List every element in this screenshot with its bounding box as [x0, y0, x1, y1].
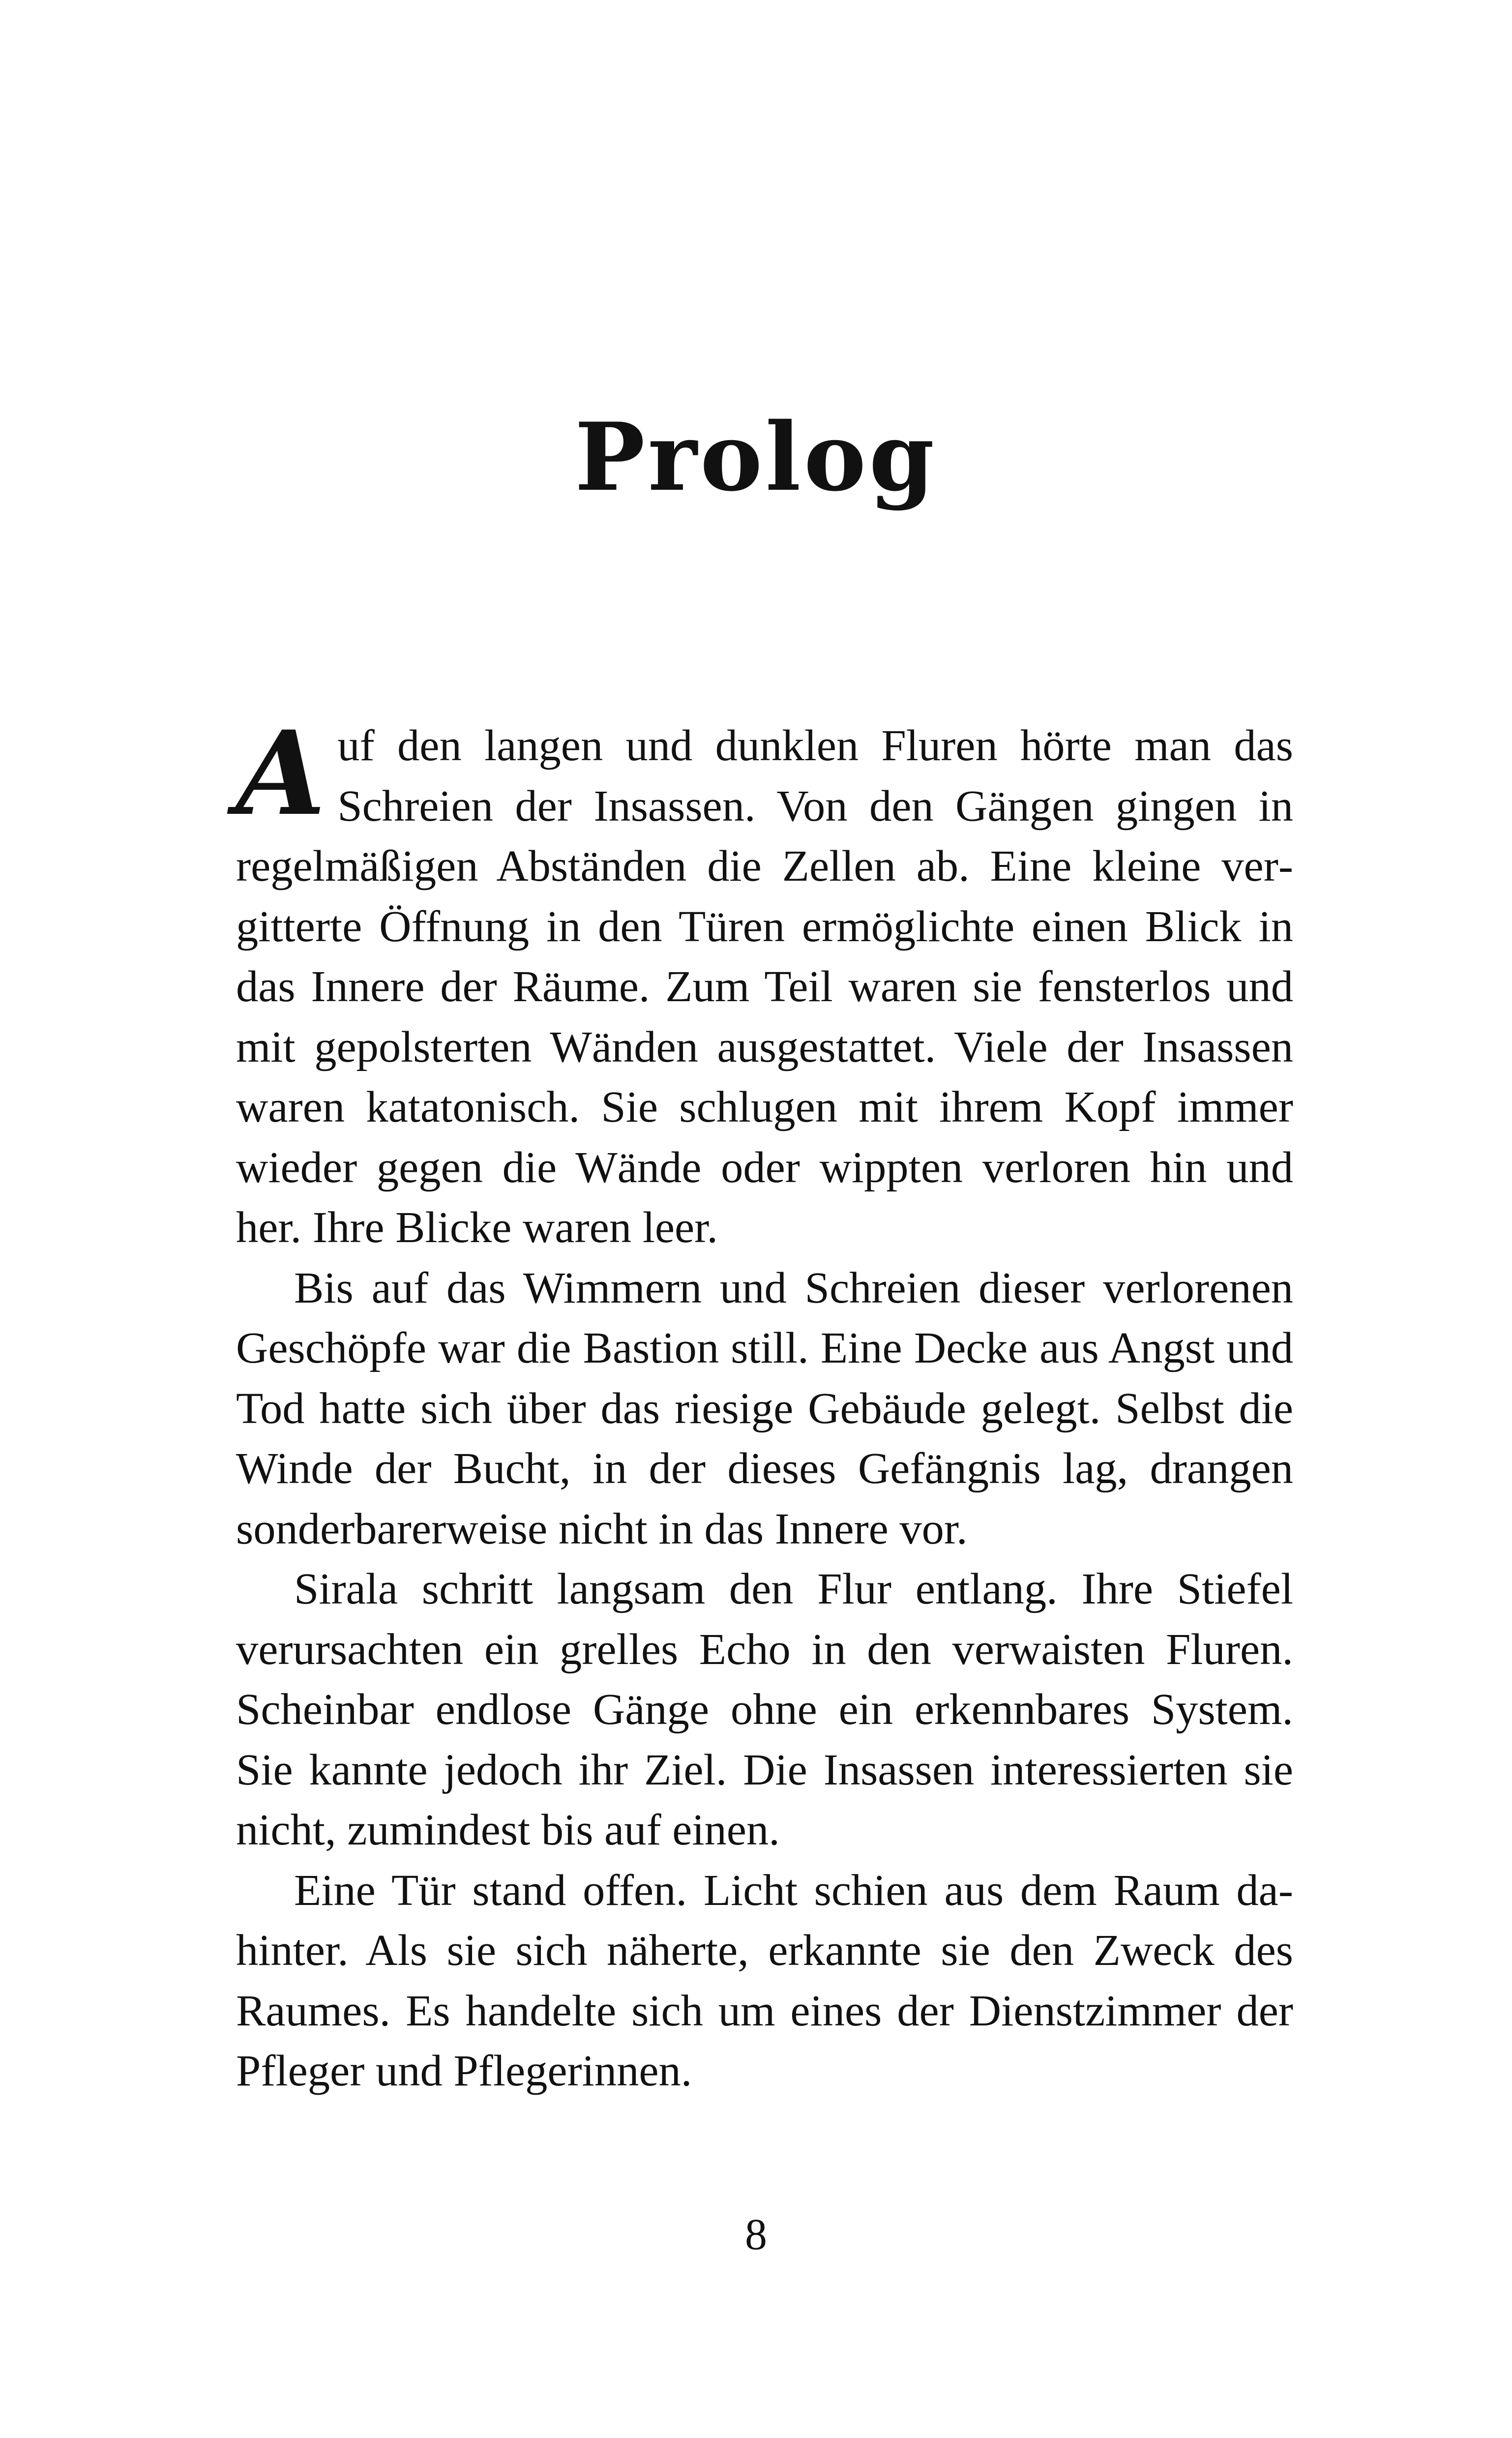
page-number: 8: [745, 2210, 767, 2259]
paragraph-4: Eine Tür stand offen. Licht schien aus dem Raum dahinter. Als sie sich näherte, erkannte sie den Zweck des Raumes. Es handelte sich um eines der Dienstzimmer der Pfleger und Pflegerinnen.: [236, 1865, 1293, 2095]
paragraph-2: Bis auf das Wimmern und Schreien dieser verlorenen Geschöpfe war die Bastion still. Eine Decke aus Angst und Tod hatte sich über das riesige Gebäude gelegt. Selbst die Winde der Bucht, in der dieses Gefängnis lag, drangen sonderbarerweise nicht in das Innere vor.: [236, 1262, 1293, 1553]
paragraph-1-text: uf den langen und dunklen Fluren hörte man das Schreien der Insassen. Von den Gängen gingen in regelmäßigen Abständen die Zellen ab. Eine kleine vergitterte Öffnung in den Türen ermöglichte einen Blick in das Innere der Räume. Zum Teil waren sie fensterlos und mit gepolsterten Wänden ausgestattet. Viele der Insassen waren katatonisch. Sie schlugen mit ihrem Kopf immer wieder gegen die Wände oder wippten verloren hin und her. Ihre Blicke waren leer.: [236, 720, 1293, 1252]
drop-cap: A: [236, 706, 326, 841]
chapter-title: Prolog: [574, 402, 938, 512]
paragraph-1: [236, 706, 1293, 1258]
body-text: [236, 706, 1293, 2101]
paragraph-3: Sirala schritt langsam den Flur entlang. Ihre Stiefel verursachten ein grelles Echo in den verwaisten Fluren. Scheinbar endlose Gänge ohne ein erkennbares System. Sie kannte jedoch ihr Ziel. Die Insassen interessierten sie nicht, zumindest bis auf einen.: [236, 1564, 1293, 1854]
